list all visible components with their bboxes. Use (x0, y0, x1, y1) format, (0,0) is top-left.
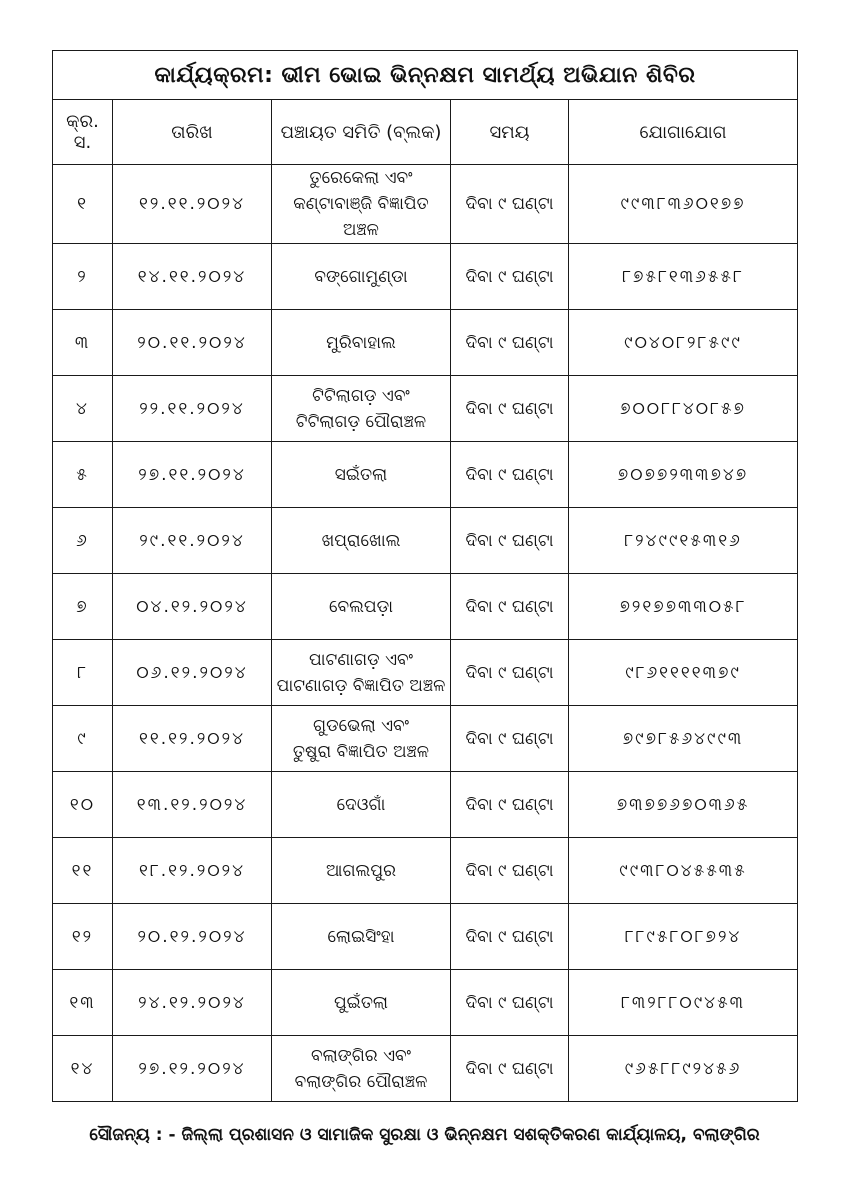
block-area-line: ଟିଟିଲାଗଡ଼ ପୌରାଞ୍ଚଳ (295, 411, 427, 432)
block-name-line: ଦେଓଗାଁ (336, 794, 386, 815)
time-cell: ଦିବା ୯ ଘଣ୍ଟା (451, 640, 569, 706)
header-contact: ଯୋଗାଯୋଗ (569, 100, 798, 165)
serial-cell: ୮ (53, 640, 113, 706)
table-row (53, 376, 798, 442)
block-area-line: କଣ୍ଟାବାଞ୍ଜି ବିଜ୍ଞାପିତ ଅଞ୍ଚଳ (293, 194, 429, 240)
block-name-line: ସଇଁତଲା (334, 464, 388, 485)
serial-cell: ୧୧ (53, 838, 113, 904)
date-cell: ୧୨.୧୧.୨୦୨୪ (113, 165, 272, 244)
date-cell: ୨୯.୧୧.୨୦୨୪ (113, 508, 272, 574)
block-name-line: ବେଲପଡ଼ା (328, 596, 394, 617)
time-cell: ଦିବା ୯ ଘଣ୍ଟା (451, 1036, 569, 1102)
time-cell: ଦିବା ୯ ଘଣ୍ଟା (451, 574, 569, 640)
table-body (53, 165, 798, 1102)
table-row (53, 574, 798, 640)
block-name-line: ଟିଟିଲାଗଡ଼ ଏବଂ (312, 385, 410, 406)
time-cell: ଦିବା ୯ ଘଣ୍ଟା (451, 165, 569, 244)
header-block: ପଞ୍ଚାୟତ ସମିତି (ବ୍ଲକ) (272, 100, 451, 165)
table-row (53, 970, 798, 1036)
block-cell (272, 376, 451, 442)
block-area-line: ତୁଷୁରା ବିଜ୍ଞାପିତ ଅଞ୍ଚଳ (292, 741, 430, 762)
serial-cell: ୭ (53, 574, 113, 640)
date-cell: ୧୧.୧୨.୨୦୨୪ (113, 706, 272, 772)
block-name-line: ପାଟଣାଗଡ଼ ଏବଂ (308, 649, 414, 670)
block-cell (272, 244, 451, 310)
table-row (53, 508, 798, 574)
block-name-line: ଲୋଇସିଂହା (327, 926, 395, 947)
table-row (53, 706, 798, 772)
block-name-line: ବଙ୍ଗୋମୁଣ୍ଡା (314, 266, 408, 287)
block-area-line: ବଲାଙ୍ଗିର ପୌରାଞ୍ଚଳ (294, 1071, 428, 1092)
serial-cell: ୬ (53, 508, 113, 574)
time-cell: ଦିବା ୯ ଘଣ୍ଟା (451, 244, 569, 310)
schedule-table (52, 50, 798, 1102)
block-cell (272, 574, 451, 640)
contact-cell: ୮୭୫୮୧୩୬୫୫୮ (569, 244, 798, 310)
serial-cell: ୩ (53, 310, 113, 376)
contact-cell: ୯୮୬୧୧୧୧୩୭୯ (569, 640, 798, 706)
date-cell: ୧୪.୧୧.୨୦୨୪ (113, 244, 272, 310)
date-cell: ୨୨.୧୧.୨୦୨୪ (113, 376, 272, 442)
block-name-line: ପୁଇଁତଲା (333, 992, 389, 1013)
serial-cell: ୧ (53, 165, 113, 244)
block-name-line: ଖପ୍ରାଖୋଲ (321, 530, 401, 551)
block-area-line: ପାଟଣାଗଡ଼ ବିଜ୍ଞାପିତ ଅଞ୍ଚଳ (276, 675, 446, 696)
header-row (53, 100, 798, 165)
contact-cell: ୮୩୨୮୮୦୯୪୫୩ (569, 970, 798, 1036)
date-cell: ୨୪.୧୨.୨୦୨୪ (113, 970, 272, 1036)
block-cell (272, 442, 451, 508)
block-name-line: ବଲାଙ୍ଗିର ଏବଂ (310, 1045, 412, 1066)
table-row (53, 310, 798, 376)
serial-cell: ୨ (53, 244, 113, 310)
contact-cell: ୭୯୭୮୫୬୪୯୯୩ (569, 706, 798, 772)
table-row (53, 904, 798, 970)
time-cell: ଦିବା ୯ ଘଣ୍ଟା (451, 310, 569, 376)
table-row (53, 838, 798, 904)
block-cell (272, 772, 451, 838)
block-cell (272, 310, 451, 376)
serial-cell: ୧୨ (53, 904, 113, 970)
block-cell (272, 838, 451, 904)
header-serial: କ୍ର. ସ. (53, 100, 113, 165)
date-cell: ୨୭.୧୨.୨୦୨୪ (113, 1036, 272, 1102)
block-name-line: ଗୁଡଭେଲା ଏବଂ (313, 715, 409, 736)
time-cell: ଦିବା ୯ ଘଣ୍ଟା (451, 772, 569, 838)
table-row (53, 442, 798, 508)
serial-cell: ୧୦ (53, 772, 113, 838)
serial-cell: ୯ (53, 706, 113, 772)
table-row (53, 640, 798, 706)
contact-cell: ୯୯୩୮୩୬୦୧୭୭ (569, 165, 798, 244)
header-date: ତାରିଖ (113, 100, 272, 165)
contact-cell: ୭୦୭୭୨୩୩୭୪୭ (569, 442, 798, 508)
table-row (53, 244, 798, 310)
block-cell (272, 508, 451, 574)
time-cell: ଦିବା ୯ ଘଣ୍ଟା (451, 904, 569, 970)
time-cell: ଦିବା ୯ ଘଣ୍ଟା (451, 838, 569, 904)
contact-cell: ୭୨୧୭୭୩୩୦୫୮ (569, 574, 798, 640)
table-row (53, 1036, 798, 1102)
time-cell: ଦିବା ୯ ଘଣ୍ଟା (451, 508, 569, 574)
contact-cell: ୭୩୭୭୬୭୦୩୬୫ (569, 772, 798, 838)
contact-cell: ୯୯୩୮୦୪୫୫୩୫ (569, 838, 798, 904)
contact-cell: ୮୮୯୫୮୦୮୭୨୪ (569, 904, 798, 970)
block-name-line: ତୁରେକେଲା ଏବଂ (309, 168, 413, 188)
serial-cell: ୧୪ (53, 1036, 113, 1102)
document-title: କାର୍ଯ୍ୟକ୍ରମ: ଭୀମ ଭୋଇ ଭିନ୍ନକ୍ଷମ ସାମର୍ଥ୍ୟ ଅଭିଯାନ ଶିବିର (53, 51, 798, 100)
date-cell: ୦୪.୧୨.୨୦୨୪ (113, 574, 272, 640)
contact-cell: ୯୬୫୮୮୯୨୪୫୬ (569, 1036, 798, 1102)
table-row (53, 772, 798, 838)
time-cell: ଦିବା ୯ ଘଣ୍ଟା (451, 970, 569, 1036)
date-cell: ୨୭.୧୧.୨୦୨୪ (113, 442, 272, 508)
courtesy-footer: ସୌଜନ୍ୟ : - ଜିଲ୍ଲା ପ୍ରଶାସନ ଓ ସାମାଜିକ ସୁରକ୍ଷା ଓ ଭିନ୍ନକ୍ଷମ ସଶକ୍ତିକରଣ କାର୍ଯ୍ୟାଳୟ, ବଲାଙ୍ଗିର (89, 1125, 760, 1145)
block-cell (272, 640, 451, 706)
block-name-line: ମୁରିବାହାଲ (326, 332, 396, 353)
date-cell: ୨୦.୧୧.୨୦୨୪ (113, 310, 272, 376)
block-cell (272, 165, 451, 244)
contact-cell: ୮୨୪୯୯୧୫୩୧୬ (569, 508, 798, 574)
serial-cell: ୫ (53, 442, 113, 508)
date-cell: ୧୮.୧୨.୨୦୨୪ (113, 838, 272, 904)
date-cell: ୦୬.୧୨.୨୦୨୪ (113, 640, 272, 706)
time-cell: ଦିବା ୯ ଘଣ୍ଟା (451, 442, 569, 508)
time-cell: ଦିବା ୯ ଘଣ୍ଟା (451, 706, 569, 772)
contact-cell: ୯୦୪୦୮୨୮୫୯୯ (569, 310, 798, 376)
block-name-line: ଆଗଲପୁର (326, 860, 396, 881)
block-cell (272, 970, 451, 1036)
title-row (53, 51, 798, 100)
serial-cell: ୧୩ (53, 970, 113, 1036)
time-cell: ଦିବା ୯ ଘଣ୍ଟା (451, 376, 569, 442)
serial-cell: ୪ (53, 376, 113, 442)
date-cell: ୧୩.୧୨.୨୦୨୪ (113, 772, 272, 838)
contact-cell: ୭୦୦୮୮୪୦୮୫୭ (569, 376, 798, 442)
block-cell (272, 1036, 451, 1102)
block-cell (272, 706, 451, 772)
header-time: ସମୟ (451, 100, 569, 165)
date-cell: ୨୦.୧୨.୨୦୨୪ (113, 904, 272, 970)
block-cell (272, 904, 451, 970)
table-row (53, 165, 798, 244)
